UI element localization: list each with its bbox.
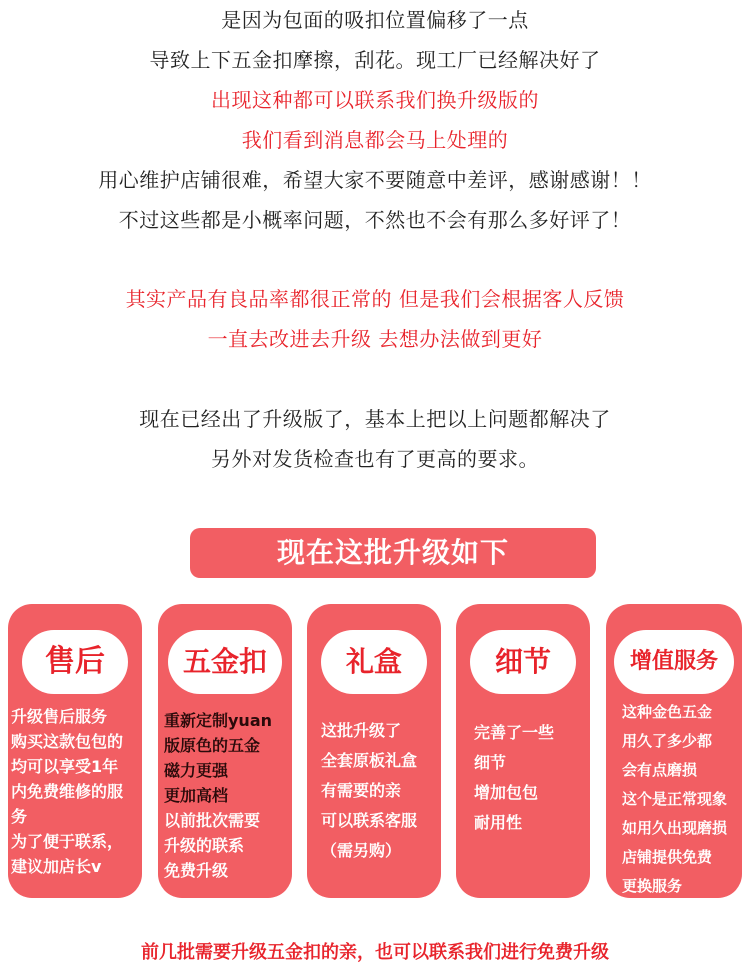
card-value-added-service (606, 604, 742, 898)
intro-line-7: 其实产品有良品率都很正常的 但是我们会根据客人反馈 (125, 287, 625, 311)
card-line: 这批升级了 (321, 721, 402, 740)
intro-line-6: 不过这些都是小概率问题，不然也不会有那么多好评了！ (118, 208, 632, 232)
card-line: 建议加店长v (11, 857, 102, 876)
card-line: 升级的联系 (164, 836, 245, 855)
card-body-hardware-clasp (164, 708, 292, 883)
card-line: 增加包包 (474, 783, 539, 802)
intro-line-1: 是因为包面的吸扣位置偏移了一点 (221, 8, 529, 32)
footer-note: 前几批需要升级五金扣的亲，也可以联系我们进行免费升级 (141, 942, 609, 963)
card-line: 升级售后服务 (11, 707, 108, 726)
card-line: 更加高档 (164, 786, 229, 805)
card-title-details: 细节 (470, 630, 576, 694)
card-line: 内免费维修的服 (11, 782, 124, 801)
card-line: 免费升级 (164, 861, 229, 880)
card-body-after-sales (11, 704, 142, 879)
card-line: 用久了多少都 (622, 732, 713, 750)
card-line: 全套原板礼盒 (321, 751, 418, 770)
card-title-after-sales: 售后 (22, 630, 128, 694)
card-line: 耐用性 (474, 813, 523, 832)
intro-line-2: 导致上下五金扣摩擦，刮花。现工厂已经解决好了 (149, 48, 601, 72)
card-line: 这个是正常现象 (622, 790, 728, 808)
intro-line-8: 一直去改进去升级 去想办法做到更好 (207, 327, 543, 351)
card-body-details (474, 718, 590, 838)
card-title-gift-box: 礼盒 (321, 630, 427, 694)
card-line: 细节 (474, 753, 507, 772)
upgrade-banner: 现在这批升级如下 (190, 528, 596, 578)
card-line: 版原色的五金 (164, 736, 261, 755)
intro-line-5: 用心维护店铺很难，希望大家不要随意中差评，感谢感谢！！ (98, 168, 652, 192)
intro-line-10: 另外对发货检查也有了更高的要求。 (211, 447, 539, 471)
card-line: 会有点磨损 (622, 761, 698, 779)
card-line: 这种金色五金 (622, 703, 713, 721)
card-line: 如用久出现磨损 (622, 819, 728, 837)
card-title-hardware-clasp: 五金扣 (168, 630, 282, 694)
card-line: 购买这款包包的 (11, 732, 124, 751)
card-line: 均可以享受1年 (11, 757, 119, 776)
intro-line-4: 我们看到消息都会马上处理的 (241, 128, 509, 152)
card-body-gift-box (321, 716, 441, 866)
intro-line-3: 出现这种都可以联系我们换升级版的 (211, 88, 539, 112)
card-line: 有需要的亲 (321, 781, 402, 800)
card-gift-box (307, 604, 441, 898)
card-line: 完善了一些 (474, 723, 555, 742)
card-line: 重新定制yuan (164, 711, 273, 730)
card-details (456, 604, 590, 898)
card-line: 务 (11, 807, 28, 826)
card-after-sales (8, 604, 142, 898)
card-line: 更换服务 (622, 877, 683, 895)
card-line: 可以联系客服 (321, 811, 418, 830)
card-line: 以前批次需要 (164, 811, 261, 830)
intro-line-9: 现在已经出了升级版了，基本上把以上问题都解决了 (139, 407, 611, 431)
card-title-value-added-service: 增值服务 (614, 630, 734, 694)
card-line: （需另购） (321, 841, 402, 860)
card-line: 为了便于联系， (11, 832, 124, 851)
card-hardware-clasp (158, 604, 292, 898)
card-line: 店铺提供免费 (622, 848, 713, 866)
card-body-value-added-service (622, 698, 742, 901)
card-line: 磁力更强 (164, 761, 229, 780)
